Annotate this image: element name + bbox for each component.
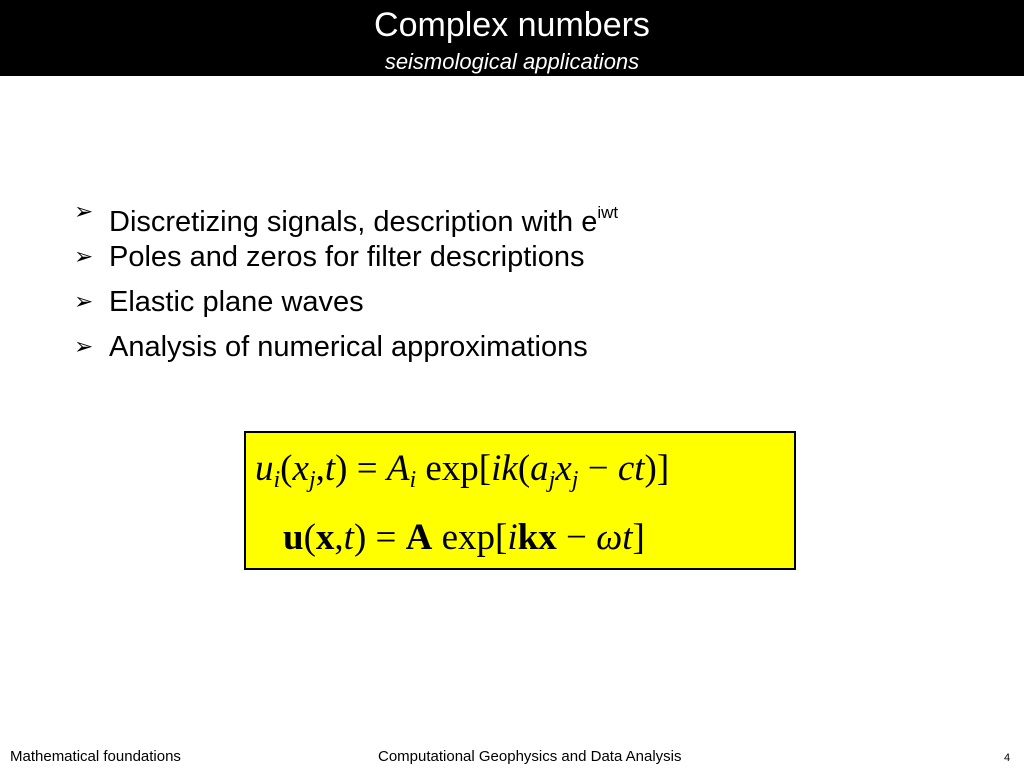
slide-subtitle: seismological applications xyxy=(384,49,640,74)
bullet-text: Discretizing signals, description with e xyxy=(109,206,598,238)
bullet-text: Poles and zeros for filter descriptions xyxy=(109,241,585,273)
bullet-superscript: iwt xyxy=(597,203,619,222)
page-number: 4 xyxy=(1004,752,1011,764)
slide-header xyxy=(0,0,1024,76)
bullet-list xyxy=(74,190,618,370)
equation-index-notation: ui(xj,t) = Ai exp[ik(ajxj − ct)] xyxy=(255,448,670,493)
equation-box xyxy=(244,431,796,570)
equation-vector-notation: u(x,t) = A exp[ikx − ωt] xyxy=(283,517,645,558)
arrow-bullet-icon: ➢ xyxy=(74,334,94,360)
arrow-bullet-icon: ➢ xyxy=(74,199,94,225)
arrow-bullet-icon: ➢ xyxy=(74,289,94,315)
bullet-text: Elastic plane waves xyxy=(109,286,364,318)
footer-center: Computational Geophysics and Data Analysis xyxy=(378,748,682,765)
arrow-bullet-icon: ➢ xyxy=(74,244,94,270)
slide-title: Complex numbers xyxy=(374,6,650,44)
bullet-item xyxy=(74,190,619,238)
bullet-item xyxy=(74,235,618,280)
bullet-item xyxy=(74,280,618,325)
bullet-text: Analysis of numerical approximations xyxy=(109,331,588,363)
footer-left: Mathematical foundations xyxy=(10,748,181,765)
bullet-item xyxy=(74,325,618,370)
